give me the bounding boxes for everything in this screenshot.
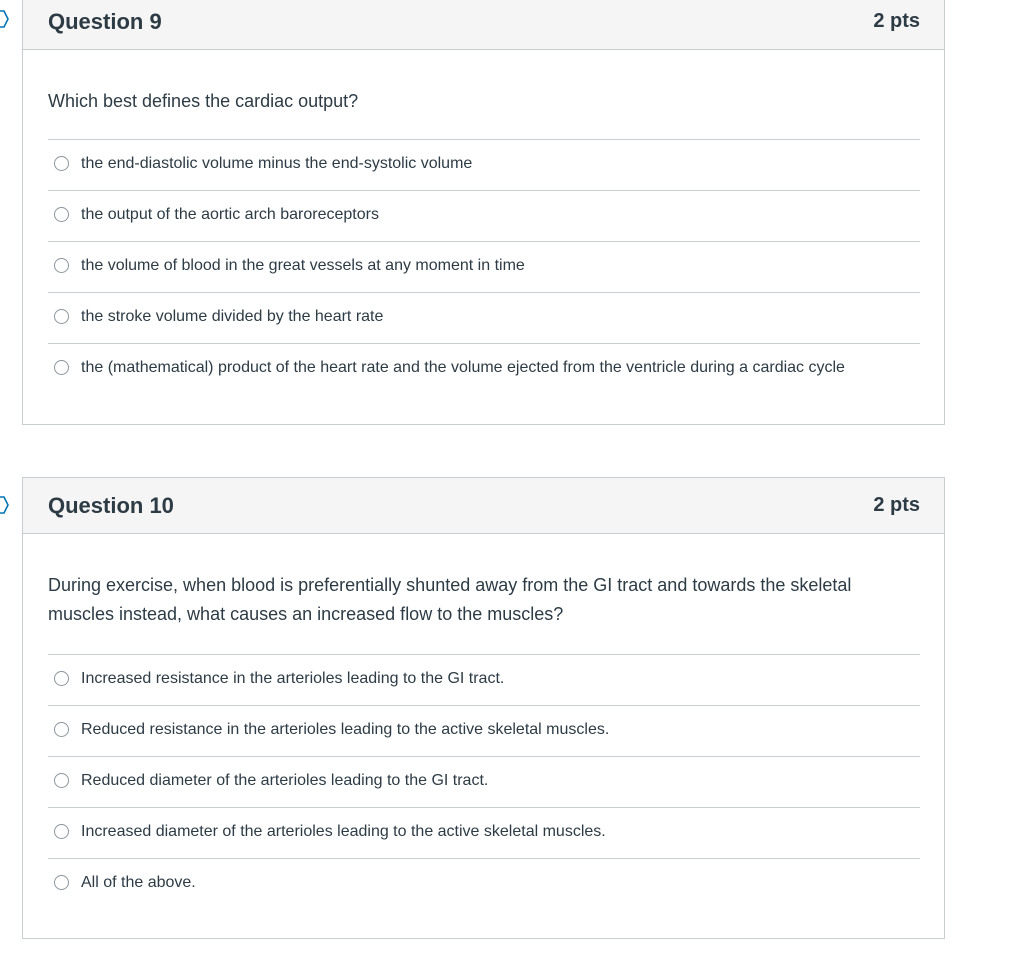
- answer-option[interactable]: [48, 242, 920, 293]
- answer-label[interactable]: the output of the aortic arch baroreceptors: [81, 206, 379, 223]
- answer-option[interactable]: [48, 191, 920, 242]
- radio-unchecked-icon[interactable]: [54, 671, 69, 686]
- question-body: [23, 534, 944, 909]
- answer-list: [48, 139, 920, 394]
- question-card: [22, 0, 945, 425]
- radio-unchecked-icon[interactable]: [54, 156, 69, 171]
- question-title: Question 10: [48, 493, 174, 518]
- radio-unchecked-icon[interactable]: [54, 773, 69, 788]
- radio-unchecked-icon[interactable]: [54, 824, 69, 839]
- radio-unchecked-icon[interactable]: [54, 360, 69, 375]
- answer-list: [48, 654, 920, 909]
- answer-option[interactable]: [48, 293, 920, 344]
- question-title: Question 9: [48, 9, 162, 34]
- radio-unchecked-icon[interactable]: [54, 207, 69, 222]
- answer-option[interactable]: [48, 655, 920, 706]
- answer-option[interactable]: [48, 859, 920, 909]
- question-points: 2 pts: [873, 10, 920, 32]
- answer-label[interactable]: the volume of blood in the great vessels at any moment in time: [81, 257, 525, 274]
- answer-label[interactable]: All of the above.: [81, 874, 196, 891]
- answer-option[interactable]: [48, 757, 920, 808]
- answer-label[interactable]: the stroke volume divided by the heart rate: [81, 308, 384, 325]
- question-card: [22, 477, 945, 939]
- answer-option[interactable]: [48, 808, 920, 859]
- question-text: Which best defines the cardiac output?: [48, 91, 359, 111]
- answer-label[interactable]: the (mathematical) product of the heart rate and the volume ejected from the ventricle during a cardiac cycle: [81, 359, 845, 376]
- radio-unchecked-icon[interactable]: [54, 309, 69, 324]
- answer-label[interactable]: Reduced resistance in the arterioles leading to the active skeletal muscles.: [81, 721, 610, 738]
- answer-label[interactable]: Increased resistance in the arterioles leading to the GI tract.: [81, 670, 505, 687]
- radio-unchecked-icon[interactable]: [54, 722, 69, 737]
- flag-question-icon[interactable]: [0, 496, 10, 514]
- answer-option[interactable]: [48, 140, 920, 191]
- answer-option[interactable]: [48, 344, 920, 394]
- radio-unchecked-icon[interactable]: [54, 258, 69, 273]
- answer-label[interactable]: Increased diameter of the arterioles leading to the active skeletal muscles.: [81, 823, 606, 840]
- radio-unchecked-icon[interactable]: [54, 875, 69, 890]
- answer-option[interactable]: [48, 706, 920, 757]
- answer-label[interactable]: the end-diastolic volume minus the end-systolic volume: [81, 155, 473, 172]
- question-header: [23, 0, 944, 50]
- flag-question-icon[interactable]: [0, 10, 10, 28]
- question-text: During exercise, when blood is preferentially shunted away from the GI tract and towards the skeletal muscles instead, what causes an increased flow to the muscles?: [48, 575, 852, 624]
- question-header: [23, 478, 944, 534]
- question-body: [23, 50, 944, 394]
- answer-label[interactable]: Reduced diameter of the arterioles leading to the GI tract.: [81, 772, 489, 789]
- question-points: 2 pts: [873, 494, 920, 516]
